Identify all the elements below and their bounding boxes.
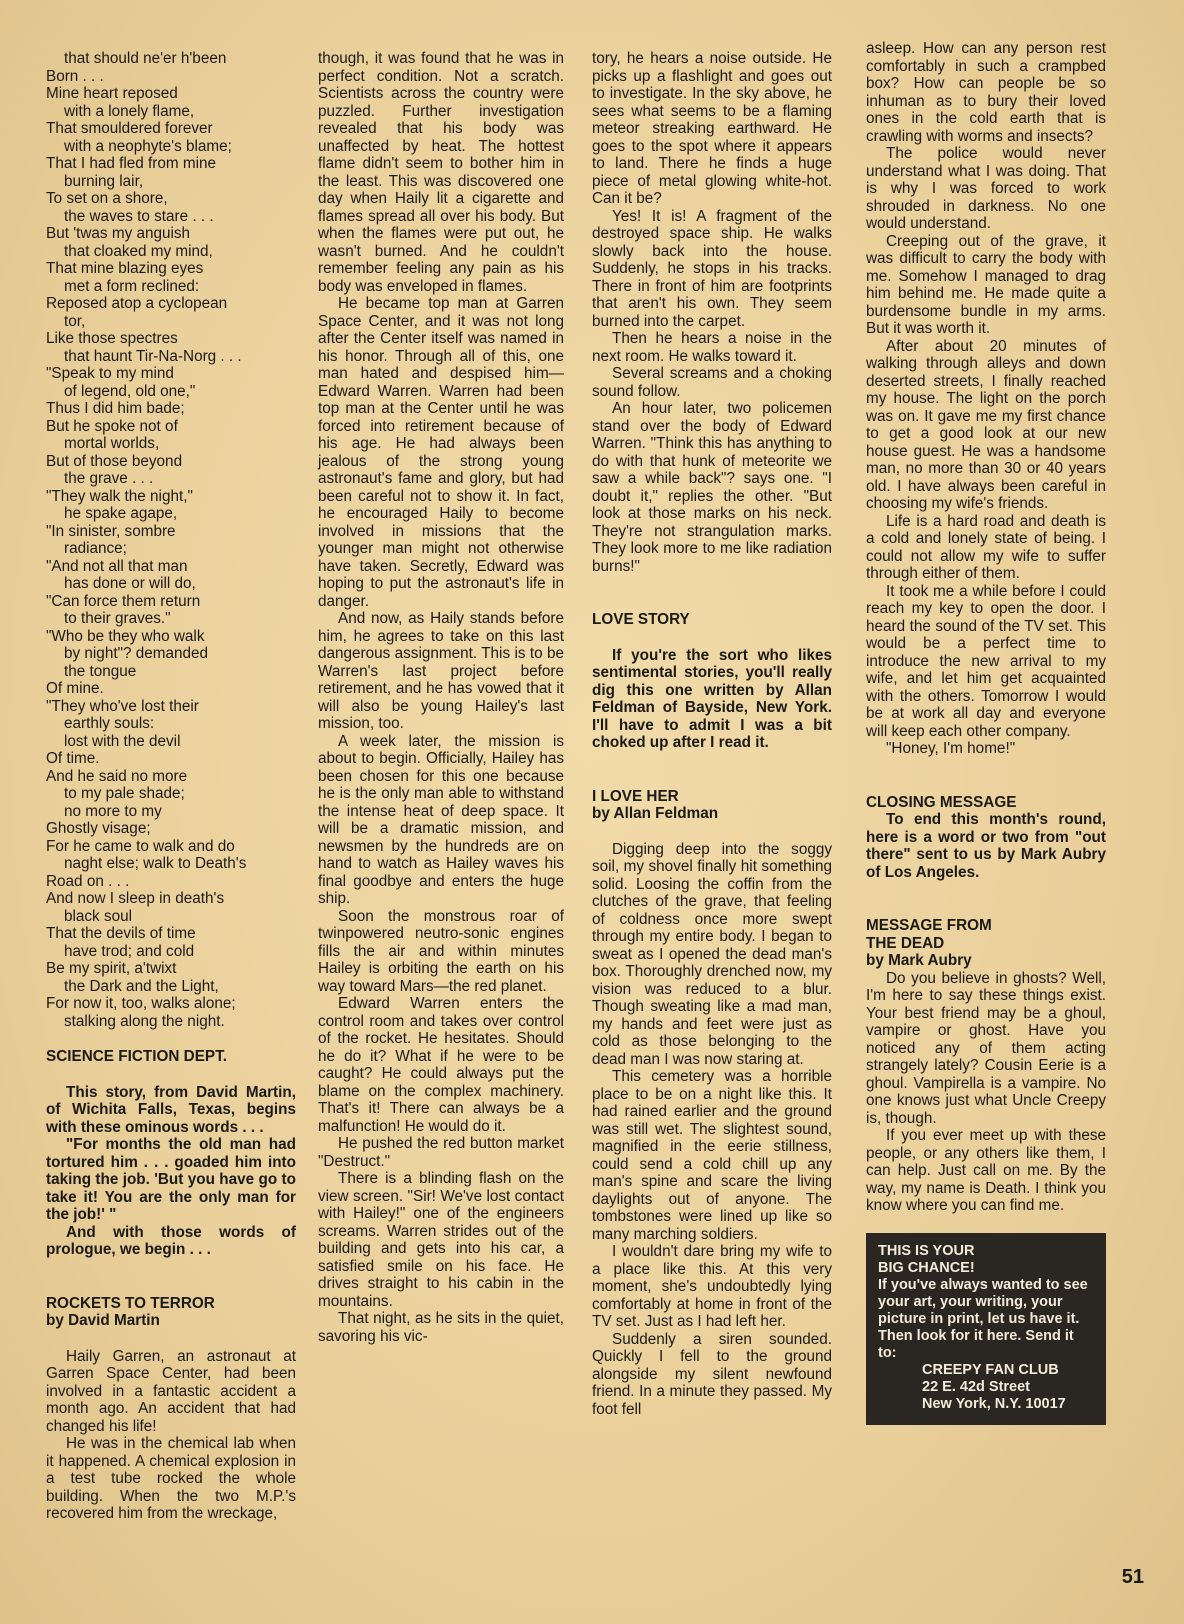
paragraph: A week later, the mission is about to begin. Officially, Hailey has been chosen for this one because he is the only man able to withstand the intense heat of deep space. It will be a dramatic mission, and newsmen by the hundreds are on hand to watch as Hailey waves his final goodbye and enters the huge ship. <box>318 732 564 907</box>
poem-line: that haunt Tir-Na-Norg . . . <box>64 347 242 365</box>
poem-line: Of time. <box>46 750 100 767</box>
poem-line: That smouldered forever <box>46 120 213 137</box>
fan-club-box <box>866 1233 1106 1425</box>
poem-line: That I had fled from mine <box>46 155 217 172</box>
box-address-line-1: CREEPY FAN CLUB <box>922 1361 1059 1378</box>
poem-line: Of mine. <box>46 680 104 697</box>
sf-intro-3: And with those words of prologue, we begin . . . <box>46 1223 296 1258</box>
paragraph: Suddenly a siren sounded. Quickly I fell to the ground alongside my silent newfound friend. In a minute they passed. My foot fell <box>592 1330 832 1418</box>
paragraph: He pushed the red button market "Destruct." <box>318 1135 564 1170</box>
poem-line: with a neophyte's blame; <box>64 137 232 155</box>
column-4 <box>866 40 1106 1425</box>
poem-line: with a lonely flame, <box>64 102 195 120</box>
poem-line: But 'twas my anguish <box>46 225 191 242</box>
sf-intro-1: This story, from David Martin, of Wichita Falls, Texas, begins with these ominous words . . . <box>46 1083 296 1136</box>
poem-line: "And not all that man <box>46 557 188 575</box>
story-byline-feldman: by Allan Feldman <box>592 805 719 822</box>
poem-line: naght else; walk to Death's <box>64 855 247 872</box>
box-address-line-2: 22 E. 42d Street <box>922 1378 1030 1395</box>
paragraph: Life is a hard road and death is a cold and lonely state of being. I could not allow my wife to suffer through either of them. <box>866 512 1106 582</box>
paragraph: I wouldn't dare bring my wife to a place like this. At this very moment, she's undoubtedly lying comfortably at home in front of the TV set. Just as I had left her. <box>592 1243 832 1330</box>
paragraph: asleep. How can any person rest comfortably in such a crampbed box? How can people be so inhuman as to bury their loved ones in the cold earth that is crawling with worms and insects? <box>866 40 1106 145</box>
love-intro: If you're the sort who likes sentimental stories, you'll really dig this one written by Allan Feldman of Bayside, New York. I'll have to admit I was a bit choked up after I read it. <box>592 646 832 751</box>
poem-line: And now I sleep in death's <box>46 890 225 907</box>
paragraph: Several screams and a choking sound follow. <box>592 365 832 400</box>
box-address-line-3: New York, N.Y. 10017 <box>922 1395 1066 1412</box>
paragraph: After about 20 minutes of walking through alleys and down deserted streets, I finally reached my house. The light on the porch was on. It gave me my first chance to get a good look at our new house guest. He was a handsome man, no more than 30 or 40 years old. I have always been careful in choosing my wife's friends. <box>866 337 1106 512</box>
poem-line: Thus I did him bade; <box>46 400 185 417</box>
poem-line: Like those spectres <box>46 330 178 347</box>
poem-line: the tongue <box>64 662 137 680</box>
poem-line: the waves to stare . . . <box>64 207 214 225</box>
poem-line: has done or will do, <box>64 575 196 592</box>
story-title-message-line-1: MESSAGE FROM <box>866 917 992 934</box>
paragraph: Yes! It is! A fragment of the destroyed space ship. He walks slowly back into the house. Suddenly, he stops in his tracks. There in front of him are footprints that aren't his own. They seem burned into the carpet. <box>592 207 832 330</box>
box-body: If you've always wanted to see your art, your writing, your picture in print, let us have it. Then look for it here. Send it to: <box>878 1276 1088 1361</box>
paragraph: That night, as he sits in the quiet, savoring his vic- <box>318 1310 564 1345</box>
poem-line: have trod; and cold <box>64 942 195 960</box>
paragraph: Soon the monstrous roar of twinpowered neutro-sonic engines fills the air and within minutes Hailey is orbiting the earth on his way toward Mars—the red planet. <box>318 907 564 995</box>
story-byline-aubry: by Mark Aubry <box>866 952 972 969</box>
paragraph: Haily Garren, an astronaut at Garren Space Center, had been involved in a fantastic accident a month ago. An accident that had changed his life! <box>46 1347 296 1435</box>
poem-line: mortal worlds, <box>64 435 160 452</box>
section-heading-science-fiction: SCIENCE FICTION DEPT. <box>46 1048 228 1065</box>
poem-line: To set on a shore, <box>46 190 168 207</box>
story-title-rockets: ROCKETS TO TERROR <box>46 1294 215 1312</box>
poem-line: by night"? demanded <box>64 645 209 662</box>
poem-line: of legend, old one," <box>64 382 196 400</box>
story-byline-martin: by David Martin <box>46 1312 160 1329</box>
poem-line: radiance; <box>64 540 127 557</box>
poem-line: For he came to walk and do <box>46 837 235 855</box>
poem-line: he spake agape, <box>64 505 178 522</box>
poem-line: that cloaked my mind, <box>64 242 213 260</box>
paragraph: though, it was found that he was in perfect condition. Not a scratch. Scientists across the country were puzzled. Further investigation revealed that his body was unaffected by heat. The hottest flame didn't seem to bother him in the least. This was discovered one day when Haily lit a cigarette and flames spread all over his body. But when the flames were put out, he wasn't burned. And he couldn't remember feeling any pain as his body was enveloped in flames. <box>318 50 564 295</box>
paragraph: Then he hears a noise in the next room. He walks toward it. <box>592 330 832 365</box>
poem-line: "They who've lost their <box>46 697 199 715</box>
paragraph: Digging deep into the soggy soil, my shovel finally hit something solid. Loosing the coffin from the clutches of the grave, that feeling of coldness once more swept through my entire body. I began to sweat as I opened the dead man's box. Thoroughly drenched now, my vision was reduced to a blur. Though sweating like a mad man, my hands and feet were just as cold as those belonging to the dead man I was now staring at. <box>592 840 832 1068</box>
poem-line: no more to my <box>64 802 162 820</box>
poem-line: to my pale shade; <box>64 785 185 802</box>
paragraph: An hour later, two policemen stand over the body of Edward Warren. "Think this has anything to do with that hunk of meteorite we saw a while back"? says one. "I doubt it," replies the other. "But look at those marks on his neck. They're not strangulation marks. They look more to me like radiation burns!" <box>592 400 832 575</box>
paragraph: "Honey, I'm home!" <box>886 740 1016 757</box>
paragraph: He became top man at Garren Space Center, and it was not long after the Center itself was named in his honor. Through all of this, one man hated and despised him—Edward Warren. Warren had been top man at the Center until he was forced into retirement because of his age. He had always been jealous of the strong young astronaut's fame and glory, but had been careful not to show it. In fact, he encouraged Haily to become involved in missions that the younger man might not otherwise have taken. Secretly, Edward was hoping to put the astronaut's life in danger. <box>318 295 564 610</box>
paragraph: The police would never understand what I was doing. That is why I was forced to work shrouded in darkness. No one would understand. <box>866 145 1106 232</box>
paragraph: He was in the chemical lab when it happened. A chemical explosion in a test tube rocked the whole building. When the two M.P.'s recovered him from the wreckage, <box>46 1435 296 1522</box>
poem-line: met a form reclined: <box>64 277 200 295</box>
page-number: 51 <box>1121 1566 1144 1588</box>
paragraph: Do you believe in ghosts? Well, I'm here to say these things exist. Your best friend may be a ghoul, vampire or ghost. Have you noticed any of them acting strangely lately? Cousin Eerie is a ghoul. Vampirella is a vampire. No one knows just what Uncle Creepy is, though. <box>866 969 1106 1127</box>
column-1 <box>46 50 296 1523</box>
poem-line: lost with the devil <box>64 732 181 750</box>
closing-intro: To end this month's round, here is a word or two from "out there" sent to us by Mark Aubry of Los Angeles. <box>866 811 1106 881</box>
poem-line: tor, <box>64 312 86 330</box>
poem-line: earthly souls: <box>64 715 155 732</box>
poem-line: And he said no more <box>46 767 188 785</box>
poem-line: Road on . . . <box>46 872 130 890</box>
poem-line: For now it, too, walks alone; <box>46 995 236 1012</box>
poem-line: "Who be they who walk <box>46 627 205 645</box>
paragraph: If you ever meet up with these people, or any others like them, I can help. Just call on me. By the way, my name is Death. I think you know where you can find me. <box>866 1127 1106 1214</box>
paragraph: tory, he hears a noise outside. He picks up a flashlight and goes out to investigate. In the sky above, he sees what seems to be a flaming meteor streaking earthward. He goes to the spot where it appears to land. There he finds a huge piece of metal glowing white-hot. Can it be? <box>592 50 832 207</box>
poem-line: Ghostly visage; <box>46 820 151 837</box>
poem-line: to their graves." <box>64 610 171 627</box>
paragraph: Edward Warren enters the control room and takes over control of the rocket. He hesitates. Should he do it? What if he were to be caught? He could always put the blame on the complex machinery. That's it! There can always be a malfunction! He would do it. <box>318 995 564 1135</box>
poem-line: Mine heart reposed <box>46 85 178 102</box>
sf-intro-2: "For months the old man had tortured him . . . goaded him into taking the job. 'But you have go to take it! You are the only man for the job!' " <box>46 1136 296 1223</box>
section-heading-love-story: LOVE STORY <box>592 611 690 628</box>
poem-line: But he spoke not of <box>46 417 178 435</box>
box-heading-line-2: BIG CHANCE! <box>878 1259 975 1276</box>
paragraph: Creeping out of the grave, it was difficult to carry the body with me. Somehow I managed to drag him behind me. He made quite a burdensome bundle in my arms. But it was worth it. <box>866 232 1106 337</box>
column-3 <box>592 50 832 1418</box>
poem-line: Reposed atop a cyclopean <box>46 295 228 312</box>
paragraph: It took me a while before I could reach my key to open the door. I heard the sound of the TV set. This would be a perfect time to introduce the new arrival to my wife, and let him get acquainted with the others. Tomorrow I would be at work all day and everyone will keep each other company. <box>866 582 1106 740</box>
box-heading-line-1: THIS IS YOUR <box>878 1242 975 1259</box>
poem-line: "They walk the night," <box>46 487 193 505</box>
poem-line: black soul <box>64 907 133 925</box>
poem-line: burning lair, <box>64 172 144 190</box>
poem-line: "Speak to my mind <box>46 365 174 382</box>
poem-line: That mine blazing eyes <box>46 260 204 277</box>
column-2 <box>318 50 564 1345</box>
paragraph: And now, as Haily stands before him, he agrees to take on this last dangerous assignment. This is to be Warren's last project before retirement, and he has vowed that it will also be young Hailey's last mission, too. <box>318 610 564 732</box>
poem-line: That the devils of time <box>46 925 196 942</box>
poem-line: Be my spirit, a'twixt <box>46 960 177 977</box>
poem-line: stalking along the night. <box>64 1012 225 1030</box>
poem-line: But of those beyond <box>46 452 183 470</box>
poem <box>46 50 296 1030</box>
poem-line: the grave . . . <box>64 470 154 487</box>
section-heading-closing-message: CLOSING MESSAGE <box>866 793 1017 811</box>
poem-line: Born . . . <box>46 67 104 85</box>
poem-line: the Dark and the Light, <box>64 977 219 995</box>
poem-line: "In sinister, sombre <box>46 522 176 540</box>
paragraph: There is a blinding flash on the view screen. "Sir! We've lost contact with Hailey!" one of the engineers screams. Warren strides out of the building and gets into his car, a satisfied smile on his face. He drives straight to his cabin in the mountains. <box>318 1170 564 1310</box>
poem-line: "Can force them return <box>46 592 201 610</box>
story-title-i-love-her: I LOVE HER <box>592 787 679 805</box>
story-title-message-line-2: THE DEAD <box>866 934 945 952</box>
poem-line: that should ne'er h'been <box>64 50 227 67</box>
paragraph: This cemetery was a horrible place to be on a night like this. It had rained earlier and the ground was still wet. The slightest sound, magnified in the eerie stillness, could send a cold chill up any man's spine and scare the living daylights out of anyone. The tombstones were lined up like so many marching soldiers. <box>592 1068 832 1243</box>
